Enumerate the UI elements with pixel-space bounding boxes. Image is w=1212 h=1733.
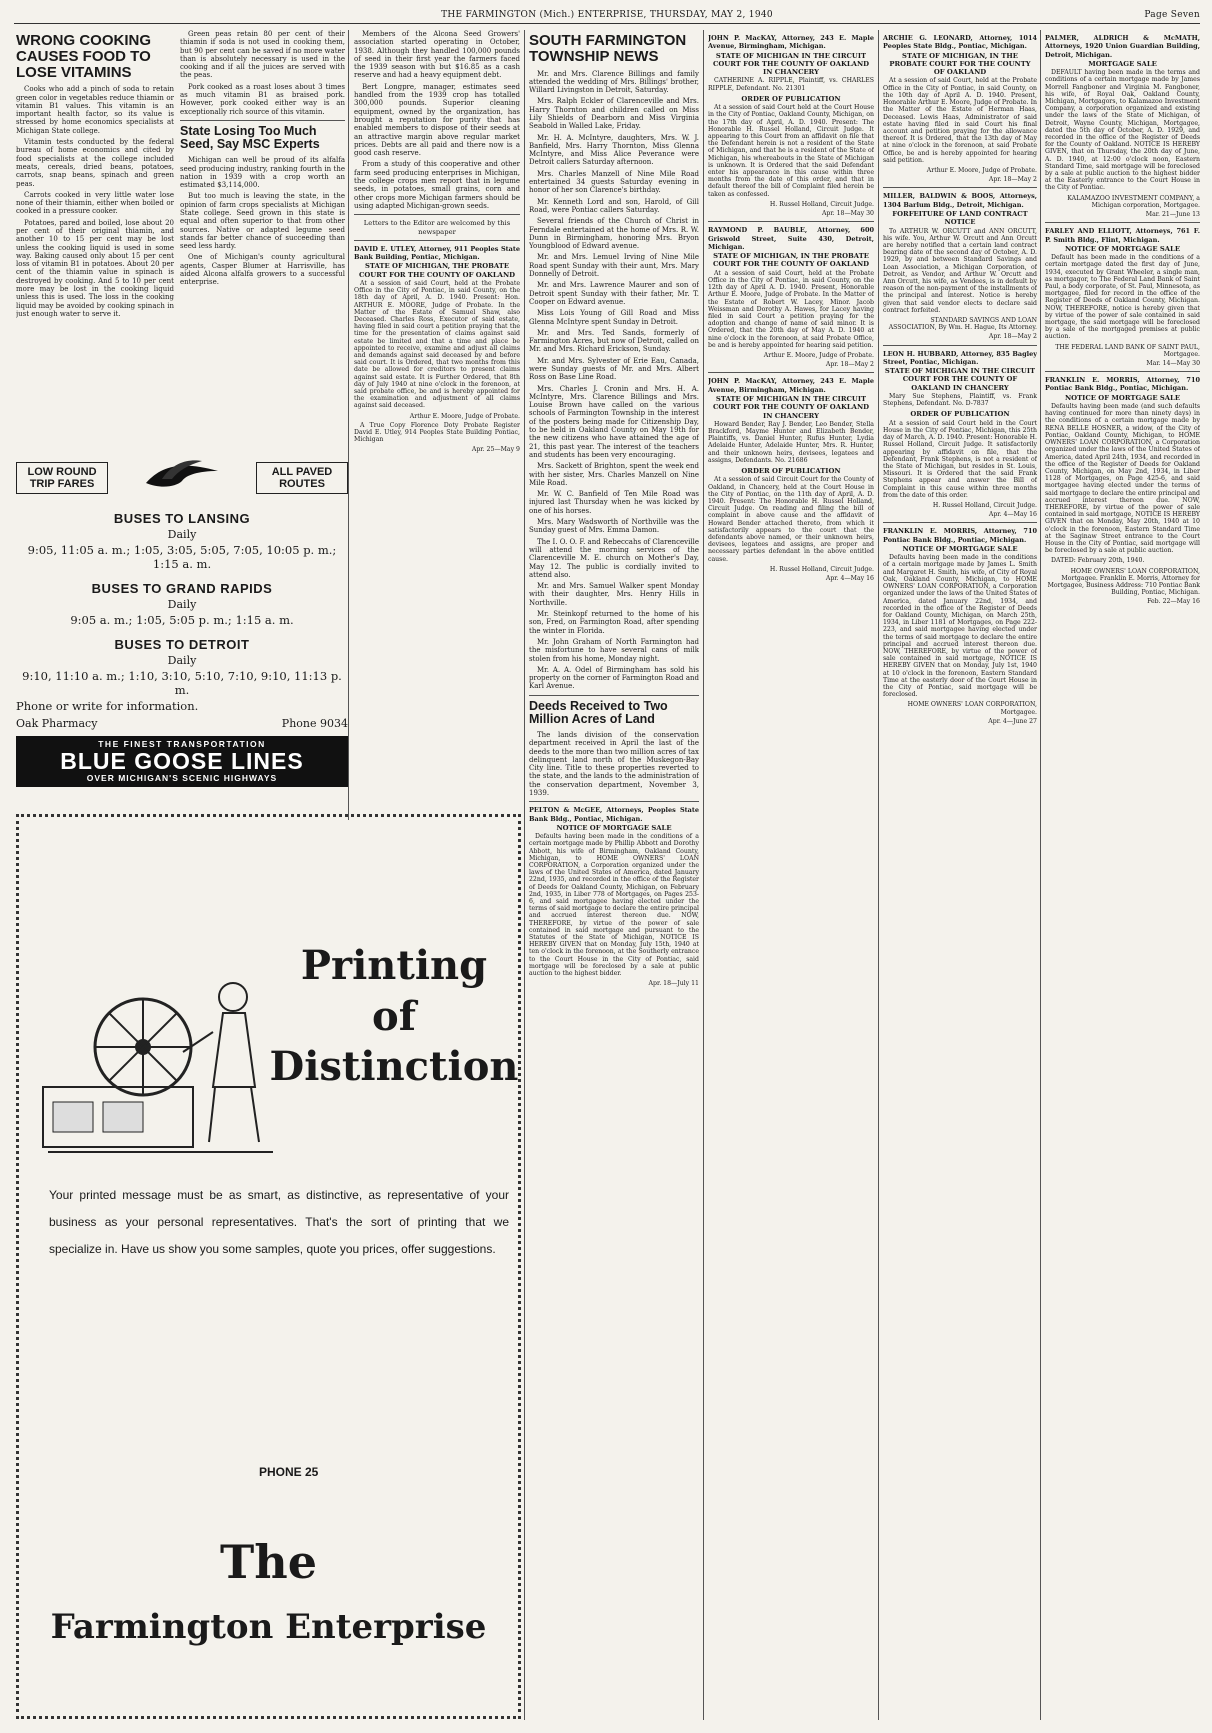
legal-body: At a session of said Court held at the Court House in the City of Pontiac, Oakland County, Michigan, on the 17th day of April, A. D. 1940. Present: The Honorable H. Russel Holland, Circuit Judge. It appearing to this Court from an affidavit on file that the Defendant herein is not a resident of the State of Michigan, and that he is a resident of the State of Michigan, his whereabouts in the State of Michigan is unknown. It is Ordered that the said Defendant enter his appearance in this cause within three months from the date of this order, and that in default thereof the bill of Complaint filed herein be taken as confessed. — [708, 104, 874, 198]
blue-goose-banner — [16, 736, 348, 787]
masthead-title: THE FARMINGTON (Mich.) ENTERPRISE, THURSDAY, MAY 2, 1940 — [441, 9, 773, 20]
article-paragraph: From a study of this cooperative and other farm seed producing enterprises in Michigan, the college crops men report that in legume seeds, in potatoes, small grains, corn and other crops more Michigan farmers should be using adapted Michigan-grown seeds. — [354, 160, 520, 210]
bus-gr-heading: BUSES TO GRAND RAPIDS — [91, 581, 273, 596]
legal-title: NOTICE OF MORTGAGE SALE — [1064, 244, 1181, 253]
legal-date: Apr. 18—May 2 — [825, 361, 874, 369]
legal-date: Apr. 18—July 11 — [648, 980, 699, 988]
column-rule — [524, 30, 525, 1720]
bus-agent: Oak Pharmacy — [16, 717, 98, 730]
legal-order: ORDER OF PUBLICATION — [741, 467, 841, 476]
legal-body: At a session of said Court, held at the Probate Office in the City of Pontiac, in said County, on the 18th day of April, A. D. 1940. Present: Hon. ARTHUR E. MOORE, Judge of Probate. In the Matter of the Estate of Samuel Shaw, also Deceased. Charles Ross, Executor of said estate, having filed in said court a petition praying that the time for the presentation of claims against said estate be limited and that a time and place be appointed to receive, examine and adjust all claims and demands against said deceased by and before said court. It is Ordered, that two months from this date be allowed for creditors to present claims against said estate. It is Further Ordered, that 8th day of July 1940 at nine o'clock in the forenoon, at said probate office, be and is hereby appointed for the examination and adjustment of all claims against said deceased. — [354, 280, 520, 410]
news-item: The I. O. O. F. and Rebeccahs of Clarenceville will attend the morning services of the Clarenceville M. E. church on Mother's Day, May 12. The public is cordially invited to attend also. — [529, 537, 699, 579]
article-paragraph: Bert Longpre, manager, estimates seed handled from the 1939 crop has totalled 300,000 pounds. Superior cleaning equipment, owned by the organization, has brought a reputation for purity that has enabled members to dispose of their seeds at an attractive margin above regular market prices. Debts are all paid and there now is a good cash reserve. — [354, 82, 520, 158]
legal-title: NOTICE OF MORTGAGE SALE — [902, 544, 1018, 553]
legal-body: At a session of said Court, held at the Probate Office in the City of Pontiac, in said County, on the 12th day of April A. D. 1940. Present, Honorable Arthur E. Moore, Judge of Probate. In the Matter of the Estate of Robert W. Lacey, Minor. Jacob Weissman and Dorothy A. Hawes, for Lacey having filed in said Court a petition praying for the adoption and change of name of said minor. It is Ordered, that the 20th day of May A. D. 1940 at nine o'clock in the forenoon, at said Probate Office, be and is hereby appointed for hearing said petition. — [708, 269, 874, 349]
print-ad-name: Farmington Enterprise — [50, 1607, 487, 1647]
legal-body: At a session of said Circuit Court for the County of Oakland, in Chancery, held at the Court House in the City of Pontiac, on the 11th day of April, A. D. 1940. Present: The Honorable H. Russel Holland, Circuit Judge. On reading and filing the bill of complaint in above cause and the affidavit of Howard Bender attached thereto, from which it satisfactorily appears to the court that the defendants above named, or their unknown heirs, devisees, legatees and assigns, are proper and necessary parties defendant in the above entitled cause. — [708, 476, 874, 563]
legal-date: Apr. 18—May 30 — [821, 210, 874, 218]
bus-gr-daily: Daily — [167, 598, 197, 611]
legal-date: Apr. 4—May 16 — [825, 575, 874, 582]
bus-detroit-times: 9:10, 11:10 a. m.; 1:10, 3:10, 5:10, 7:10, 9:10, 11:13 p. m. — [22, 669, 342, 697]
legal-body: Defaults having been made (and such defaults having continued for more than ninety days) in the conditions of a certain mortgage made by RENA BELLE HOSNER, a widow, of the City of Pontiac, Oakland County, Michigan, to HOME OWNERS' LOAN CORPORATION, a Corporation organized under the laws of the United States of America, dated April 24th, 1934, and recorded in the office of the Register of Deeds for Oakland County, Michigan, on May 2nd, 1934, in Liber 1128 of Mortgages, on Page 425-6, and said mortgagee having elected under the terms of said mortgage to declare the entire principal and accrued interest thereon due. NOW, THEREFORE, by virtue of the power of sale contained in said mortgage, NOTICE IS HEREBY GIVEN that on Monday, May 20th, 1940 at 10 o'clock in the forenoon, Eastern Standard Time at the Saginaw Street entrance to the Court House in the City of Pontiac, said mortgage will be foreclosed by a sale at public auction. — [1045, 403, 1200, 555]
legal-date: Apr. 18—May 2 — [988, 176, 1037, 184]
legal-attorney: MILLER, BALDWIN & BOOS, Attorneys, 1304 Barlum Bldg., Detroit, Michigan. — [883, 192, 1037, 209]
legal-attorney: PALMER, ALDRICH & McMATH, Attorneys, 1920 Union Guardian Building, Detroit, Michigan. — [1045, 34, 1200, 59]
bus-ad — [16, 455, 348, 790]
legal-copy: A True Copy Florence Doty Probate Register David E. Utley, 914 Peoples State Building Pontiac, Michigan — [354, 421, 520, 444]
news-item: Mr. W. C. Banfield of Ten Mile Road was injured last Thursday when he was kicked by one of his horses. — [529, 490, 699, 515]
bus-lansing-daily: Daily — [167, 528, 197, 541]
legal-sign: STANDARD SAVINGS AND LOAN ASSOCIATION, By Wm. H. Hague, Its Attorney. — [888, 316, 1037, 332]
print-ad-phone: PHONE 25 — [259, 1465, 319, 1479]
legal-sign: HOME OWNERS' LOAN CORPORATION, Mortgagee. — [907, 701, 1037, 716]
legal-date: Apr. 25—May 9 — [471, 446, 520, 454]
legal-attorney: JOHN P. MacKAY, Attorney, 243 E. Maple Avenue, Birmingham, Michigan. — [708, 34, 874, 51]
legal-body: At a session of said Court, held at the Probate Office in the City of Pontiac, in said County, on the 10th day of April A. D. 1940. Present, Honorable Arthur E. Moore, Judge of Probate. In the Matter of the Estate of Herman Haas, Deceased. Lewis Haas, Administrator of said estate having filed in said Court his final account and petition praying for the allowance thereof. It is Ordered, that the 13th day of May at nine o'clock in the forenoon, at said Probate Office, be and is hereby appointed for hearing said petition. — [883, 77, 1037, 164]
legal-court: STATE OF MICHIGAN, IN THE PROBATE COURT FOR THE COUNTY OF OAKLAND — [712, 252, 870, 269]
print-ad-title-2: of — [372, 993, 416, 1040]
south-farmington-column — [529, 30, 699, 1720]
legal-judge: Arthur E. Moore, Judge of Probate. — [926, 166, 1037, 174]
legal-parties: Mary Sue Stephens, Plaintiff, vs. Frank Stephens, Defendant. No. D-7837 — [883, 393, 1037, 408]
legal-judge: H. Russel Holland, Circuit Judge. — [769, 200, 874, 208]
news-item: Mr. Kenneth Lord and son, Harold, of Gill Road, were Pontiac callers Saturday. — [529, 197, 699, 214]
printing-press-illustration — [33, 937, 283, 1167]
bus-detroit-daily: Daily — [167, 654, 197, 667]
legal-body: Defaults having been made in the conditions of a certain mortgage made by James L. Smith and Margaret H. Smith, his wife, of City of Royal Oak, Oakland County, Michigan, to HOME OWNERS' LOAN CORPORATION, a Corporation organized under the laws of the United States of America, dated January 22nd, 1934, and recorded in the office of the Register of Deeds for Oakland County, Michigan, on March 25th, 1934, in Liber 1181 of Mortgages, on Page 222-223, and said mortgagee having elected under the terms of said mortgage to declare the entire principal and accrued interest thereon due. NOW, THEREFORE, by virtue of the power of sale contained in said mortgage, NOTICE IS HEREBY GIVEN that on Monday, July 1st, 1940 at 10 o'clock in the forenoon, Eastern Standard Time at the easterly door of the Court House in the City of Pontiac, said mortgage will be foreclosed. — [883, 554, 1037, 699]
article-cooking — [16, 30, 174, 450]
legal-court: STATE OF MICHIGAN IN THE CIRCUIT COURT FOR THE COUNTY OF OAKLAND IN CHANCERY — [712, 394, 870, 420]
legal-attorney: FRANKLIN E. MORRIS, Attorney, 710 Pontiac Bank Bldg., Pontiac, Michigan. — [883, 527, 1037, 544]
legal-court: STATE OF MICHIGAN IN THE CIRCUIT COURT FOR THE COUNTY OF OAKLAND IN CHANCERY — [712, 51, 870, 77]
article-paragraph: Cooks who add a pinch of soda to retain green color in vegetables reduce thiamin or vitamin B1 values. This vitamin is an important health factor, so its value is stressed by home economics specialists at Michigan State college. — [16, 85, 174, 135]
legal-attorney: FRANKLIN E. MORRIS, Attorney, 710 Pontiac Bank Bldg., Pontiac, Michigan. — [1045, 376, 1200, 393]
bus-phone-number: Phone 9034 — [281, 717, 348, 730]
news-item: Mrs. Charles J. Cronin and Mrs. H. A. McIntyre, Mrs. Clarence Billings and Mrs. Louise Brown have called on the various schools of Farmington Township in the interest of the posters being made for Citizenship Day, to be held in Oakland County on May 19th for the new citizens who have attained the age of 21, this past year. The interest of the teachers and students has been very encouraging. — [529, 384, 699, 459]
legal-column-1 — [708, 30, 874, 1720]
article-paragraph: Carrots cooked in very little water lose none of their thiamin, either when boiled or cooked in a pressure cooker. — [16, 190, 174, 216]
legal-order: ORDER OF PUBLICATION — [910, 410, 1010, 419]
legal-body: To ARTHUR W. ORCUTT and ANN ORCUTT, his wife. You, Arthur W. Orcutt and Ann Orcutt are hereby notified that a certain land contract bearing date of the second day of October, A. D. 1929, by and between Standard Savings and Loan Association, a Michigan Corporation, of Detroit, as Vendor, and Arthur W. Orcutt and Ann Orcutt, his wife, as Vendees, is in default by reason of the non-payment of the installments of the principal and interest. Notice is hereby given that said vendor elects to declare said contract forfeited. — [883, 227, 1037, 314]
article-paragraph: Michigan can well be proud of its alfalfa seed producing industry, ranking fourth in the nation in 1939 with a crop worth an estimated $3,114,000. — [180, 156, 345, 190]
article-paragraph: Members of the Alcona Seed Growers' association started operating in October, 1938. Although they handled 100,000 pounds of seed in their first year the farmers faced the 1939 season with but $16.85 as a cash reserve and had a heavy equipment debt. — [354, 30, 520, 80]
bus-gr-times: 9:05 a. m.; 1:05, 5:05 p. m.; 1:15 a. m. — [70, 613, 294, 627]
banner-sub: OVER MICHIGAN'S SCENIC HIGHWAYS — [86, 773, 278, 783]
legal-parties: Howard Bender, Ray J. Bender, Leo Bender, Stella Brackford, Mayme Hunter and Elizabeth Bender, Plaintiffs, vs. Daniel Hunter, Rufus Hunter, Lydia Adelaide Hunter, Adelaide Hunter, Mrs. R. Hunter, and their unknown heirs, devisees, legatees and assigns, Defendants. No. 21686 — [708, 420, 874, 464]
news-item: Miss Lois Young of Gill Road and Miss Glenna McIntyre spent Sunday in Detroit. — [529, 309, 699, 326]
article-seed-continued — [354, 30, 520, 810]
legal-judge: Arthur E. Moore, Judge of Probate. — [763, 351, 874, 359]
letters-note: Letters to the Editor are welcomed by this newspaper — [363, 219, 511, 236]
legal-court: STATE OF MICHIGAN IN THE CIRCUIT COURT FOR THE COUNTY OF OAKLAND IN CHANCERY — [884, 367, 1036, 392]
legal-body: DEFAULT having been made in the terms and conditions of a certain mortgage made by James Morrell Fangboner and Virginia M. Fangboner, his wife, of Royal Oak, Oakland County, Michigan, Mortgagors, to Kalamazoo Investment Company, a corporation organized and existing under the laws of the State of Michigan, of Detroit, Wayne County, Michigan, Mortgagee, dated the 5th day of October, A. D. 1929, and recorded in the office of the Register of Deeds for the County of Oakland. NOTICE IS HEREBY GIVEN, that on Thursday, the 20th day of June, A. D. 1940, at 12:00 o'clock noon, Eastern Standard Time, said mortgage will be foreclosed by a sale at public auction to the highest bidder at the Easterly entrance to the Court House in the City of Pontiac. — [1045, 69, 1200, 192]
legal-body: At a session of said Court held in the Court House in the City of Pontiac, Michigan, this 25th day of March, A. D. 1940. Present: Honorable H. Russel Holland, Circuit Judge. It satisfactorily appearing by affidavit on file, that the Defendant, Frank Stephens, is not a resident of the State of Michigan, but resides in St. Louis, Missouri. It is Ordered that the said Frank Stephens appear and answer the Bill of Complaint in this cause within three months from the date of this order. — [883, 419, 1037, 499]
legal-court: STATE OF MICHIGAN, IN THE PROBATE COURT FOR THE COUNTY OF OAKLAND — [889, 51, 1031, 77]
legal-attorney: JOHN P. MacKAY, Attorney, 243 E. Maple Avenue, Birmingham, Michigan. — [708, 377, 874, 394]
fares-box: LOW ROUND TRIP FARES — [16, 462, 108, 494]
legal-dated: DATED: February 20th, 1940. — [1051, 557, 1145, 565]
column-rule — [1040, 30, 1041, 1720]
column-rule — [878, 30, 879, 1720]
article-seed-column — [180, 30, 345, 450]
masthead — [14, 6, 1200, 24]
legal-judge: H. Russel Holland, Circuit Judge. — [769, 565, 874, 573]
news-item: Mrs. Charles Manzell of Nine Mile Road entertained 34 guests Saturday evening in honor of her son Clarence's birthday. — [529, 169, 699, 195]
banner-main: BLUE GOOSE LINES — [60, 748, 304, 774]
article-paragraph: One of Michigan's county agricultural agents, Casper Blumer at Harrisville, has aided Alcona alfalfa growers to a successful enterprise. — [180, 253, 345, 287]
legal-date: Feb. 22—May 16 — [1147, 598, 1200, 606]
legal-attorney: ARCHIE G. LEONARD, Attorney, 1014 Peoples State Bldg., Pontiac, Michigan. — [883, 34, 1037, 51]
legal-attorney: DAVID E. UTLEY, Attorney, 911 Peoples State Bank Building, Pontiac, Michigan. — [354, 244, 520, 262]
news-item: Mrs. Ralph Eckler of Clarenceville and Mrs. Harry Thornton and children called on Miss Lily Shields of Dearborn and Miss Virginia Seabold in Walled Lake, Friday. — [529, 97, 699, 131]
legal-body: Default has been made in the conditions of a certain mortgage dated the first day of June, 1934, executed by Grant Wheeler, a single man, as mortgagor, to The Federal Land Bank of Saint Paul, a body corporate, of St. Paul, Minnesota, as mortgagee, filed for record in the office of the Register of Deeds of Oakland County, Michigan. NOW, THEREFORE, notice is hereby given that by virtue of the power of sale contained in said mortgage, the said mortgage will be foreclosed by a sale of the mortgaged premises at public auction. — [1045, 254, 1200, 341]
article-paragraph: Potatoes, pared and boiled, lose about 20 per cent of their original thiamin, and another 10 to 15 per cent may be lost unless the cooking liquid is used in some way. Baking caused only about 15 per cent loss of vitamin B1 in potatoes. About 20 per cent of the thiamin value in spinach is destroyed by cooking. And 5 to 10 per cent more may be lost in the cooking liquid unless this is used. The loss in the cooking liquid may be avoided by cooking spinach in just enough water to serve it. — [16, 218, 174, 318]
news-item: Mr. and Mrs. Sylvester of Erie Eau, Canada, were Sunday guests of Mr. and Mrs. Albert Ross on Base Line Road. — [529, 356, 699, 382]
news-item: Mr. and Mrs. Ted Sands, formerly of Farmington Acres, but now of Detroit, called on Mr. and Mrs. Richard Erickson, Sunday. — [529, 328, 699, 354]
legal-column-2 — [883, 30, 1037, 1720]
news-item: Mr. Steinkopf returned to the home of his son, Fred, on Farmington Road, after spending the winter in Florida. — [529, 610, 699, 635]
print-ad-the: The — [220, 1535, 317, 1589]
news-item: Mr. and Mrs. Lemuel Irving of Nine Mile Road spent Sunday with their aunt, Mrs. Mary Donnelly of Detroit. — [529, 253, 699, 279]
article-paragraph: Vitamin tests conducted by the federal bureau of home economics and cited by food specialists at the college included meats, cereals, dried beans, potatoes, carrots, snap beans, spinach and green peas. — [16, 138, 174, 188]
routes-box: ALL PAVED ROUTES — [256, 462, 348, 494]
south-farmington-headline: SOUTH FARMINGTON TOWNSHIP NEWS — [529, 32, 687, 65]
legal-attorney: LEON H. HUBBARD, Attorney, 835 Bagley Street, Pontiac, Michigan. — [883, 349, 1037, 366]
article-paragraph: Green peas retain 80 per cent of their thiamin if soda is not used in cooking them, but 90 per cent can be saved if no more water than is absolutely necessary is used in the cooking and if all the juices are served with the peas. — [180, 30, 345, 80]
banner-top: THE FINEST TRANSPORTATION — [98, 739, 266, 749]
news-item: Mr. and Mrs. Lawrence Maurer and son of Detroit spent Sunday with their father, Mr. T. Cooper on Edward avenue. — [529, 281, 699, 306]
legal-date: Apr. 4—June 27 — [988, 717, 1037, 725]
legal-title: NOTICE OF MORTGAGE SALE — [556, 823, 672, 832]
article-paragraph: Pork cooked as a roast loses about 3 times as much vitamin B1 as braised pork. However, pork cooked either way is an exceptionally rich source of this vitamin. — [180, 82, 345, 116]
legal-judge: Arthur E. Moore, Judge of Probate. — [409, 412, 520, 420]
legal-order: ORDER OF PUBLICATION — [741, 94, 841, 103]
article-cooking-headline: WRONG COOKING CAUSES FOOD TO LOSE VITAMINS — [16, 32, 151, 81]
column-rule — [348, 30, 349, 820]
bus-lansing-times: 9:05, 11:05 a. m.; 1:05, 3:05, 5:05, 7:05, 10:05 p. m.; 1:15 a. m. — [27, 543, 337, 571]
news-item: Mr. John Graham of North Farmington had the misfortune to have several cans of milk stolen from his home, Monday night. — [529, 637, 699, 663]
article-seed-headline: State Losing Too Much Seed, Say MSC Experts — [180, 123, 320, 152]
legal-date: Mar. 14—May 30 — [1146, 359, 1200, 367]
legal-court: STATE OF MICHIGAN, THE PROBATE COURT FOR THE COUNTY OF OAKLAND — [358, 262, 516, 279]
legal-sign: THE FEDERAL LAND BANK OF SAINT PAUL, Mortgagee. — [1055, 343, 1200, 358]
legal-attorney: FARLEY AND ELLIOTT, Attorneys, 761 F. P. Smith Bldg., Flint, Michigan. — [1045, 227, 1200, 244]
legal-date: Apr. 18—May 2 — [988, 333, 1037, 341]
legal-date: Apr. 4—May 16 — [988, 511, 1037, 519]
print-ad-copy: Your printed message must be as smart, as distinctive, as representative of your business as your personal representatives. That's the sort of printing that we specialize in. Have us show you some samples, quote you prices, offer suggestions. — [49, 1188, 509, 1256]
printing-ad — [16, 814, 521, 1719]
legal-body: Defaults having been made in the conditions of a certain mortgage made by Phillip Abbott and Dorothy Abbott, his wife of Birmingham, Oakland County, Michigan, to HOME OWNERS' LOAN CORPORATION, a Corporation organized under the laws of the United States of America, dated January 22nd, 1935, and recorded in the office of the Register of Deeds for Oakland County, Michigan, on February 2nd, 1935, in Liber 778 of Mortgages, on Pages 253-6, and said mortgagee having elected under the terms of said mortgage to declare the entire principal and accrued interest thereon due. NOW, THEREFORE, by virtue of the power of sale contained in said mortgage and pursuant to the Statutes of the State of Michigan, NOTICE IS HEREBY GIVEN that on Monday, July 15th, 1940 at ten o'clock in the forenoon, at the Southerly entrance to the Court House in the City of Pontiac, said mortgage will be foreclosed by a sale at public auction to the highest bidder. — [529, 833, 699, 978]
page-label: Page Seven — [1144, 9, 1200, 20]
legal-parties: CATHERINE A. RIPPLE, Plaintiff, vs. CHARLES RIPPLE, Defendant. No. 21301 — [708, 77, 874, 92]
legal-title: NOTICE OF MORTGAGE SALE — [1064, 393, 1181, 402]
legal-title: MORTGAGE SALE — [1088, 59, 1157, 68]
print-ad-title-1: Printing — [300, 942, 488, 989]
legal-judge: H. Russel Holland, Circuit Judge. — [932, 501, 1037, 509]
news-item: Mr. H. A. McIntyre, daughters, Mrs. W. J. Banfield, Mrs. Harry Thornton, Miss Glenna McIntyre, and Miss Alice Peverance were Detroit callers Saturday afternoon. — [529, 133, 699, 167]
bus-phone-line: Phone or write for information. — [16, 699, 199, 713]
news-item: Mr. and Mrs. Samuel Walker spent Monday with their daughter, Mrs. Henry Hills in Northville. — [529, 582, 699, 607]
news-item: Mr. and Mrs. Clarence Billings and family attended the wedding of Mrs. Billings' brother, Willard Livingston in Detroit, Saturday. — [529, 69, 699, 95]
legal-column-3 — [1045, 30, 1200, 1720]
legal-attorney: PELTON & McGEE, Attorneys, Peoples State Bank Bldg., Pontiac, Michigan. — [529, 806, 699, 823]
legal-attorney: RAYMOND P. BAUBLE, Attorney, 600 Griswold Street, Suite 430, Detroit, Michigan. — [708, 226, 874, 251]
news-item: Mr. A. A. Odel of Birmingham has sold his property on the corner of Farmington Road and Karl Avenue. — [529, 665, 699, 691]
bus-lansing-heading: BUSES TO LANSING — [113, 511, 251, 526]
bus-detroit-heading: BUSES TO DETROIT — [114, 637, 250, 652]
article-paragraph: But too much is leaving the state, in the opinion of farm crops specialists at Michigan State college. Seed grown in this state is equal and often superior to that from other sources. Native or adapted legume seed stands far better chance of succeeding than seed less hardy. — [180, 192, 345, 251]
legal-title: FORFEITURE OF LAND CONTRACT NOTICE — [892, 209, 1028, 227]
goose-icon — [142, 457, 222, 499]
news-item: Mrs. Mary Wadsworth of Northville was the Sunday guest of Mrs. Emma Damon. — [529, 518, 699, 535]
deeds-paragraph: The lands division of the conservation department received in April the last of the deeds to the more than two million acres of tax delinquent land north of the Muskegon-Bay City line. Title to these properties reverted to the state, and the lands to the administration of the conservation department, November 3, 1939. — [529, 730, 699, 798]
legal-sign: HOME OWNERS' LOAN CORPORATION, Mortgagee. Franklin E. Morris, Attorney for Mortgagee, Business Address: 710 Pontiac Bank Building, Pontiac, Michigan. — [1047, 567, 1200, 597]
deeds-headline: Deeds Received to Two Million Acres of Land — [529, 698, 668, 726]
column-rule — [703, 30, 704, 1720]
legal-sign: KALAMAZOO INVESTMENT COMPANY, a Michigan corporation, Mortgagee. — [1067, 194, 1200, 209]
print-ad-title-3: Distinction — [269, 1043, 519, 1090]
news-item: Mrs. Sackett of Brighton, spent the week end with her sister, Mrs. Charles Manzell on Nine Mile Road. — [529, 462, 699, 487]
legal-date: Mar. 21—June 13 — [1145, 211, 1200, 219]
news-item: Several friends of the Church of Christ in Ferndale entertained at the home of Mrs. R. W. Dunn in Birmingham, honoring Mrs. Bryon Youngblood of Edward avenue. — [529, 217, 699, 251]
